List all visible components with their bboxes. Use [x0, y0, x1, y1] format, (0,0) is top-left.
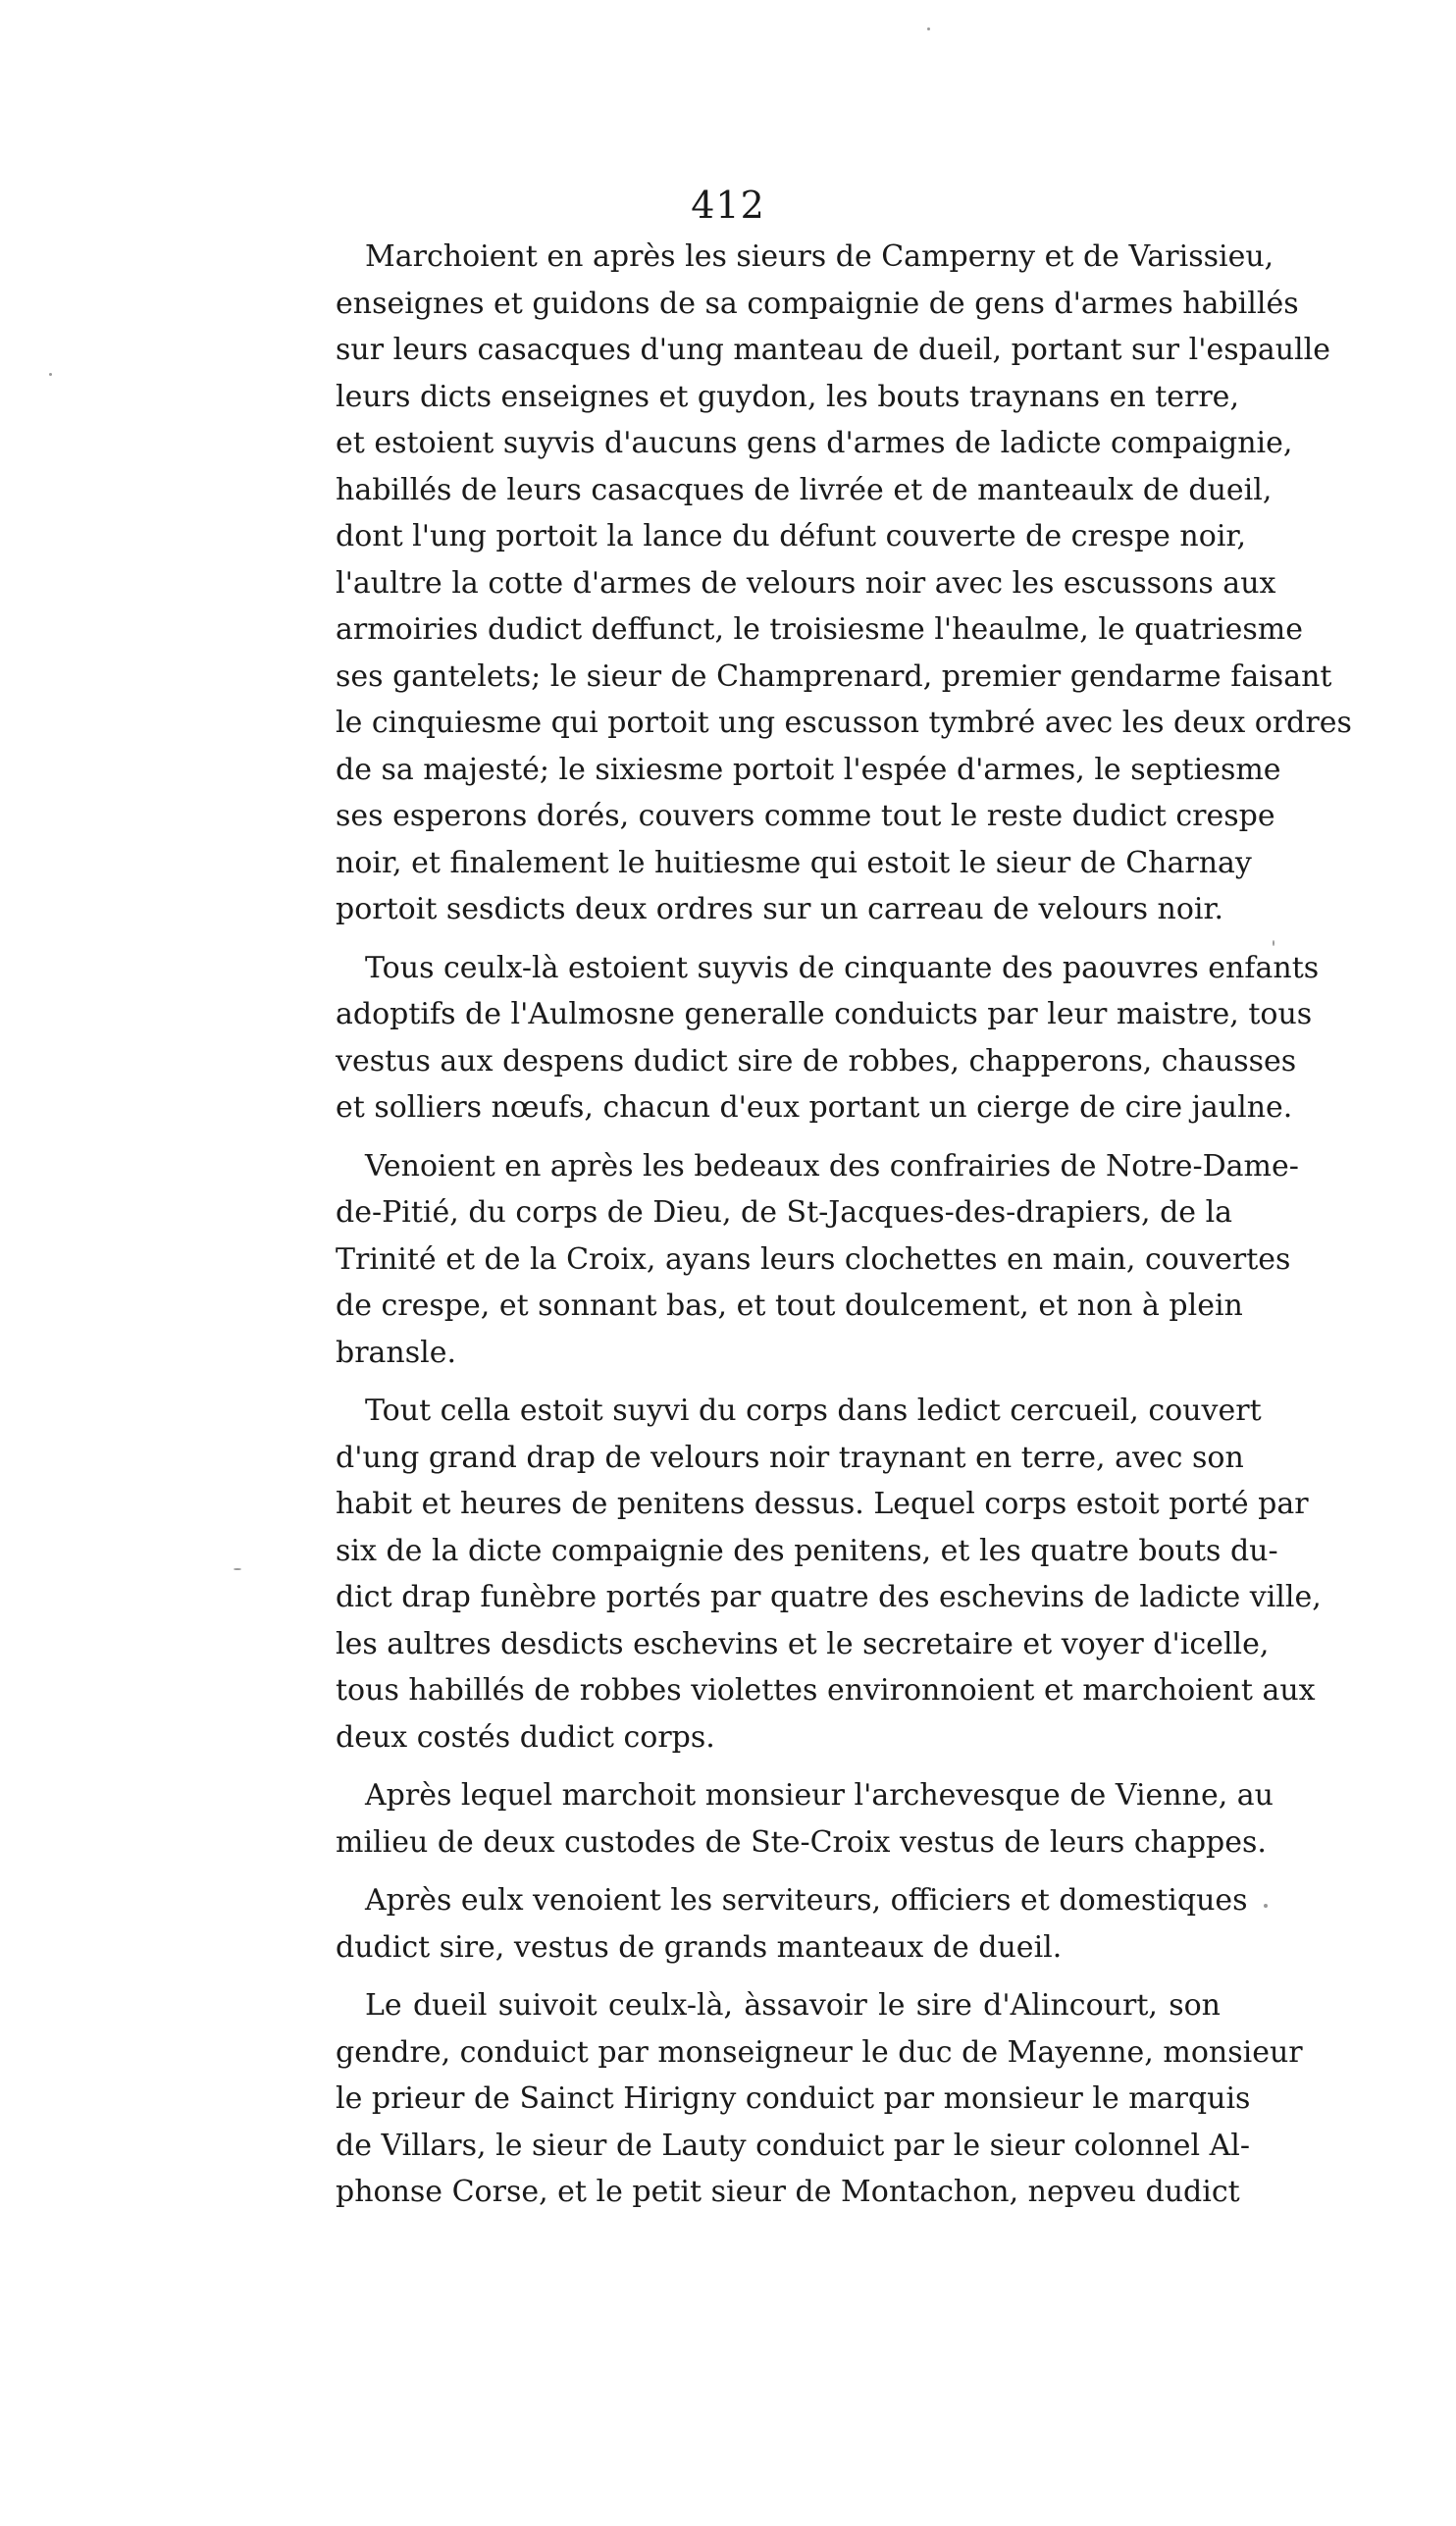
text-line: Le dueil suivoit ceulx-là, àssavoir le sire d'Alincourt, son — [365, 1988, 1221, 2023]
text-line: le cinquiesme qui portoit ung escusson tymbré avec les deux ordres — [336, 706, 1352, 740]
paragraph — [336, 945, 1320, 1131]
paragraph — [336, 234, 1352, 933]
text-line: vestus aux despens dudict sire de robbes, chapperons, chausses — [336, 1043, 1297, 1079]
paragraph — [336, 1143, 1299, 1377]
text-line: le prieur de Sainct Hirigny conduict par monsieur le marquis — [336, 2081, 1251, 2116]
text-line: dudict sire, vestus de grands manteaux de dueil. — [336, 1929, 1063, 1965]
paragraph — [336, 1772, 1274, 1866]
text-line: habit et heures de penitens dessus. Lequel corps estoit porté par — [336, 1487, 1309, 1521]
text-line: de crespe, et sonnant bas, et tout doulcement, et non à plein — [336, 1289, 1243, 1323]
text-line: bransle. — [336, 1335, 457, 1370]
text-line: Tout cella estoit suyvi du corps dans ledict cercueil, couvert — [365, 1394, 1262, 1428]
body-text — [336, 234, 1352, 2228]
text-line: dont l'ung portoit la lance du défunt couverte de crespe noir, — [336, 519, 1246, 553]
text-line: de sa majesté; le sixiesme portoit l'espée d'armes, le septiesme — [336, 752, 1281, 787]
text-line: tous habillés de robbes violettes environnoient et marchoient aux — [336, 1673, 1316, 1708]
text-line: enseignes et guidons de sa compaignie de gens d'armes habillés — [336, 286, 1299, 321]
text-line: Venoient en après les bedeaux des confrairies de Notre-Dame- — [365, 1148, 1299, 1184]
text-line: deux costés dudict corps. — [336, 1719, 715, 1755]
text-line: Après eulx venoient les serviteurs, officiers et domestiques — [365, 1883, 1248, 1918]
text-line: dict drap funèbre portés par quatre des eschevins de ladicte ville, — [336, 1580, 1322, 1614]
text-line: Trinité et de la Croix, ayans leurs clochettes en main, couvertes — [336, 1241, 1291, 1277]
text-line: ses gantelets; le sieur de Champrenard, premier gendarme faisant — [336, 658, 1332, 694]
text-line: phonse Corse, et le petit sieur de Montachon, nepveu dudict — [336, 2175, 1240, 2209]
text-line: Marchoient en après les sieurs de Camperny et de Varissieu, — [365, 239, 1274, 274]
page-number: 412 — [691, 184, 765, 227]
text-line: et solliers nœufs, chacun d'eux portant un cierge de cire jaulne. — [336, 1090, 1293, 1125]
text-line: ses esperons dorés, couvers comme tout le reste dudict crespe — [336, 799, 1275, 833]
text-line: portoit sesdicts deux ordres sur un carreau de velours noir. — [336, 892, 1224, 926]
text-line: Après lequel marchoit monsieur l'archevesque de Vienne, au — [365, 1778, 1274, 1813]
text-line: et estoient suyvis d'aucuns gens d'armes de ladicte compaignie, — [336, 426, 1293, 460]
text-line: Tous ceulx-là estoient suyvis de cinquante des paouvres enfants — [365, 950, 1320, 985]
text-line: noir, et finalement le huitiesme qui estoit le sieur de Charnay — [336, 845, 1252, 880]
text-line: habillés de leurs casacques de livrée et de manteaulx de dueil, — [336, 472, 1273, 507]
text-line: les aultres desdicts eschevins et le secretaire et voyer d'icelle, — [336, 1626, 1270, 1661]
scan-speck — [49, 373, 52, 376]
text-line: d'ung grand drap de velours noir traynant en terre, avec son — [336, 1440, 1244, 1475]
scan-speck — [234, 1568, 241, 1570]
text-line: sur leurs casacques d'ung manteau de dueil, portant sur l'espaulle — [336, 333, 1330, 367]
paragraph — [336, 1388, 1322, 1761]
paragraph — [336, 1982, 1303, 2216]
text-line: six de la dicte compaignie des penitens, et les quatre bouts du- — [336, 1533, 1278, 1568]
text-line: de-Pitié, du corps de Dieu, de St-Jacques-des-drapiers, de la — [336, 1195, 1233, 1230]
text-line: adoptifs de l'Aulmosne generalle conduicts par leur maistre, tous — [336, 997, 1313, 1031]
scan-speck — [1273, 940, 1274, 946]
text-line: l'aultre la cotte d'armes de velours noir avec les escussons aux — [336, 565, 1276, 601]
scan-speck — [1264, 1904, 1268, 1908]
text-line: de Villars, le sieur de Lauty conduict par le sieur colonnel Al- — [336, 2128, 1251, 2163]
text-line: leurs dicts enseignes et guydon, les bouts traynans en terre, — [336, 379, 1239, 414]
text-line: gendre, conduict par monseigneur le duc de Mayenne, monsieur — [336, 2034, 1303, 2070]
text-line: milieu de deux custodes de Ste-Croix vestus de leurs chappes. — [336, 1824, 1267, 1860]
scan-speck — [927, 27, 930, 30]
text-line: armoiries dudict deffunct, le troisiesme l'heaulme, le quatriesme — [336, 612, 1303, 647]
paragraph — [336, 1877, 1248, 1971]
